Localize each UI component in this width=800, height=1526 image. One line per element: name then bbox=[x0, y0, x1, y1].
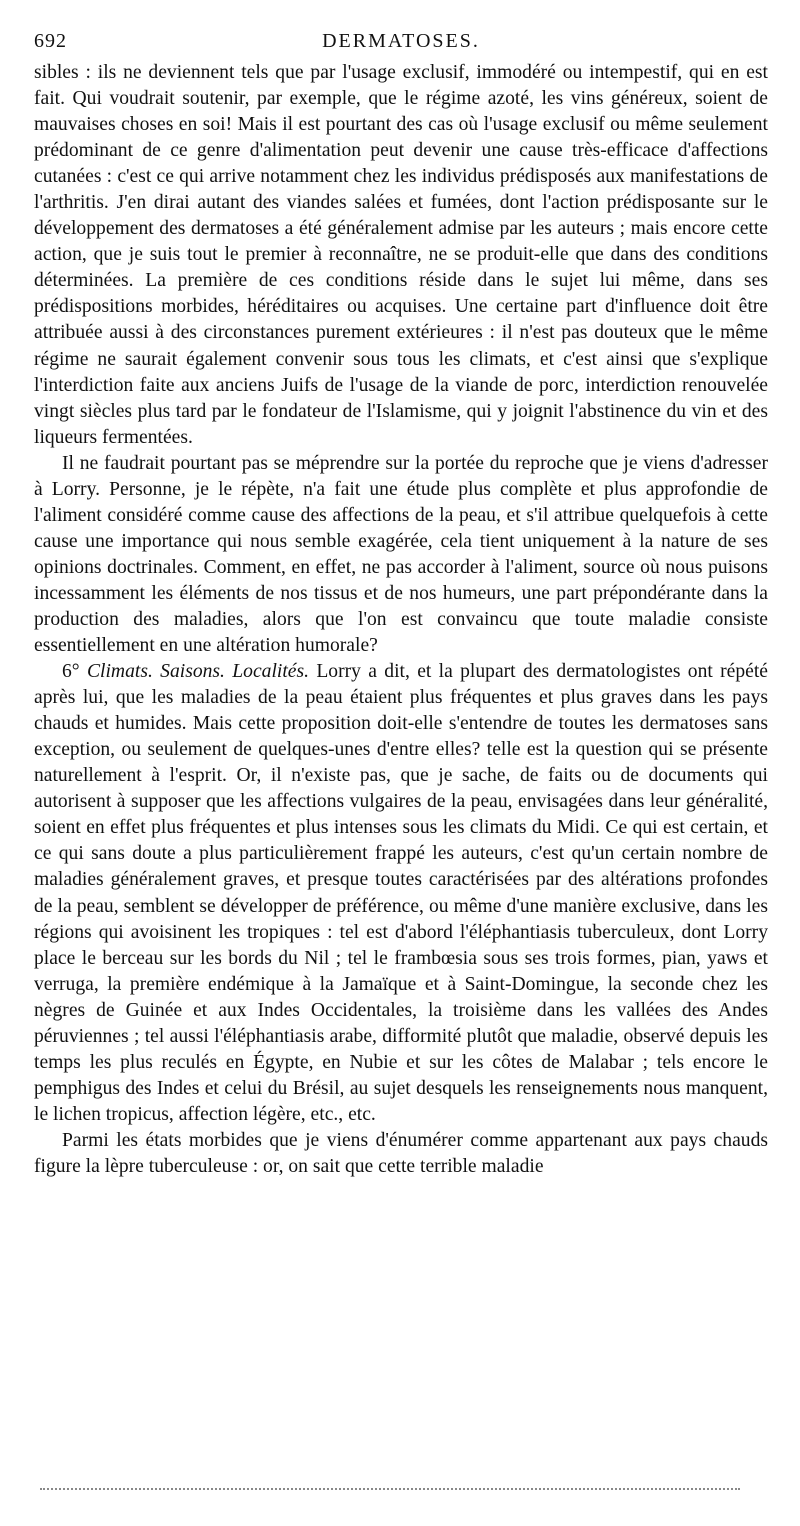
document-page bbox=[34, 30, 768, 1180]
section-heading: Climats. Saisons. Localités. bbox=[86, 661, 310, 683]
section-text: Lorry a dit, et la plupart des dermatologistes ont répété après lui, que les maladies de la peau étaient plus fréquentes et plus graves dans les pays chauds et humides. Mais cette proposition doit-elle s'entendre de toutes les dermatoses sans exception, ou seulement de quelques-unes d'entre elles? telle est la question qui se présente naturellement à l'esprit. Or, il n'existe pas, que je sache, de faits ou de documents qui autorisent à supposer que les affections vulgaires de la peau, envisagées dans leur généralité, soient en effet plus fréquentes et plus intenses sous les climats du Midi. Ce qui est certain, et ce qui sans doute a plus particulièrement frappé les auteurs, c'est qu'un certain nombre de maladies généralement graves, et presque toutes caractérisées par des altérations profondes de la peau, semblent se développer de préférence, ou même d'une manière exclusive, dans les régions qui avoisinent les tropiques : tel est d'abord l'éléphantiasis tuberculeux, dont Lorry place le berceau sur les bords du Nil ; tel le frambœsia sous ses trois formes, pian, yaws et verruga, la première endémique à la Jamaïque et à Saint-Domingue, la seconde chez les nègres de Guinée et aux Indes Occidentales, la troisième dans les vallées des Andes péruviennes ; tel aussi l'éléphantiasis arabe, difformité plutôt que maladie, observé depuis les temps les plus reculés en Égypte, en Nubie et sur les côtes de Malabar ; tels encore le pemphigus des Indes et celui du Brésil, au sujet desquels les renseignements nous manquent, le lichen tropicus, affection légère, etc., etc. bbox=[34, 661, 769, 1125]
paragraph-continuation: sibles : ils ne deviennent tels que par l'usage exclusif, immodéré ou intempestif, qui en est fait. Qui voudrait soutenir, par exemple, que le régime azoté, les vins généreux, soient de mauvaises choses en soi! Mais il est pourtant des cas où l'usage exclusif ou même seulement prédominant de ce genre d'alimentation peut devenir une cause très-efficace d'affections cutanées : c'est ce qui arrive notamment chez les individus prédisposés aux manifestations de l'arthritis. J'en dirai autant des viandes salées et fumées, dont l'action prédisposante sur le développement des dermatoses a été généralement admise par les auteurs ; mais encore cette action, que je suis tout le premier à reconnaître, ne se produit-elle que dans des conditions déterminées. La première de ces conditions réside dans le sujet lui même, dans ses prédispositions morbides, héréditaires ou acquises. Une certaine part d'influence doit être attribuée aussi à des circonstances purement extérieures : il n'est pas douteux que le même régime ne saurait également convenir sous tous les climats, et c'est ainsi que s'explique l'interdiction faite aux anciens Juifs de l'usage de la viande de porc, interdiction renouvelée vingt siècles plus tard par le fondateur de l'Islamisme, qui y joignit l'abstinence du vin et des liqueurs fermentées. bbox=[34, 62, 768, 448]
paragraph: Il ne faudrait pourtant pas se méprendre sur la portée du reproche que je viens d'adresser à Lorry. Personne, je le répète, n'a fait une étude plus complète et plus approfondie de l'aliment considéré comme cause des affections de la peau, et s'il attribue quelquefois à cette cause une importance qui nous semble exagérée, cela tient uniquement à la nature de ses opinions doctrinales. Comment, en effet, ne pas accorder à l'aliment, source où nous puisons incessamment les éléments de nos tissus et de nos humeurs, une part prépondérante dans la production des maladies, alors que l'on est convaincu que toute maladie consiste essentiellement en une altération humorale? bbox=[34, 452, 768, 657]
paragraph: Parmi les états morbides que je viens d'énumérer comme appartenant aux pays chauds figure la lèpre tuberculeuse : or, on sait que cette terrible maladie bbox=[34, 1129, 768, 1177]
section-number: 6° bbox=[62, 661, 80, 683]
page-header bbox=[34, 30, 768, 56]
page-number: 692 bbox=[34, 30, 67, 52]
body-text bbox=[34, 60, 768, 1180]
footer-rule bbox=[40, 1488, 740, 1490]
running-head: DERMATOSES. bbox=[322, 30, 480, 52]
section-paragraph bbox=[34, 659, 768, 1128]
